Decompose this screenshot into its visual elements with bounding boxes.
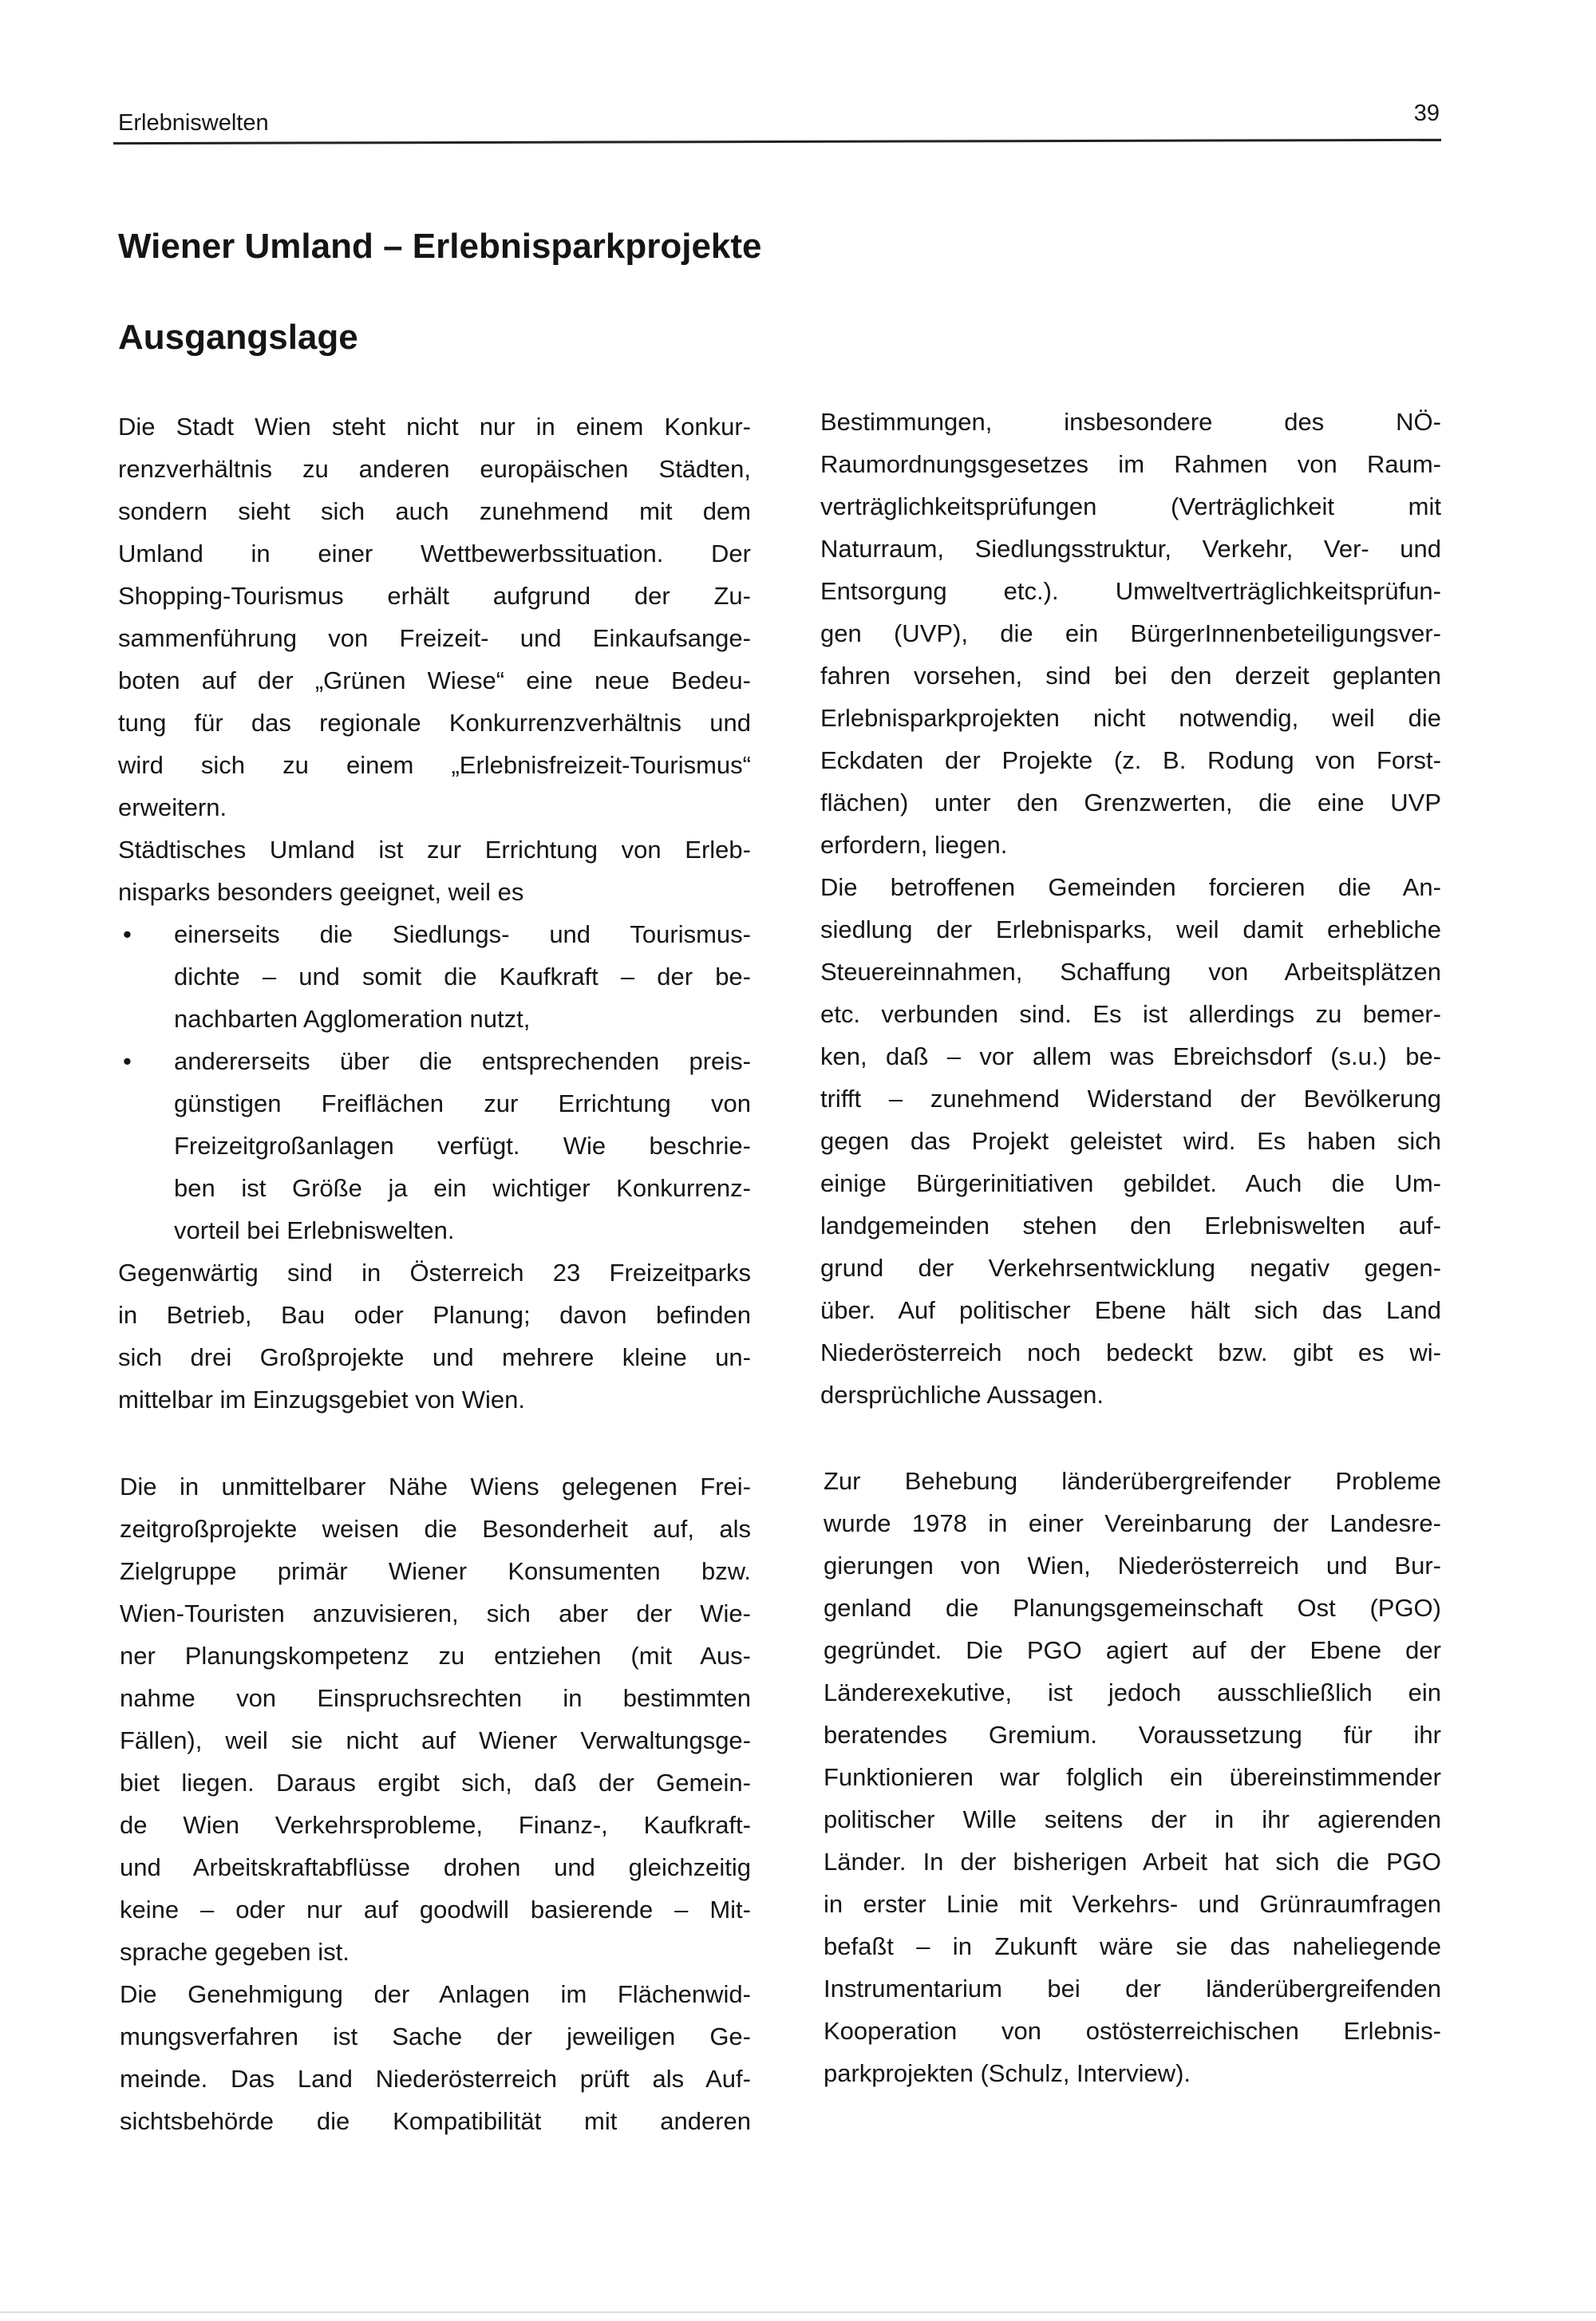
text-line: siedlung der Erlebnisparks, weil damit erhebliche: [820, 915, 1441, 943]
left-column-top: [118, 405, 751, 1421]
right-column-bottom: [824, 1460, 1441, 2094]
text-line: günstigen Freiflächen zur Errichtung von: [174, 1089, 751, 1117]
text-line: zeitgroßprojekte weisen die Besonderheit auf, als: [120, 1515, 751, 1543]
text-line: Fällen), weil sie nicht auf Wiener Verwaltungsge-: [120, 1726, 751, 1754]
text-line: dersprüchliche Aussagen.: [820, 1381, 1104, 1409]
text-line: Die in unmittelbarer Nähe Wiens gelegenen Frei-: [120, 1473, 751, 1501]
text-line: Umland in einer Wettbewerbssituation. Der: [118, 540, 751, 567]
text-line: fahren vorsehen, sind bei den derzeit geplanten: [820, 662, 1441, 690]
text-line: mungsverfahren ist Sache der jeweiligen Ge-: [120, 2022, 751, 2050]
scan-edge: [0, 2311, 1596, 2313]
text-line: sammenführung von Freizeit- und Einkaufsange-: [118, 624, 751, 652]
text-line: einige Bürgerinitiativen gebildet. Auch die Um-: [820, 1169, 1441, 1197]
text-line: Zielgruppe primär Wiener Konsumenten bzw.: [120, 1557, 751, 1585]
text-line: mittelbar im Einzugsgebiet von Wien.: [118, 1386, 526, 1414]
text-line: boten auf der „Grünen Wiese“ eine neue Bedeu-: [118, 666, 751, 694]
text-line: Städtisches Umland ist zur Errichtung von Erleb-: [118, 836, 751, 864]
text-line: Wien-Touristen anzuvisieren, sich aber der Wie-: [120, 1599, 751, 1627]
text-line: Funktionieren war folglich ein übereinstimmender: [824, 1763, 1441, 1791]
text-line: meinde. Das Land Niederösterreich prüft als Auf-: [120, 2065, 751, 2093]
chapter-title: Wiener Umland – Erlebnisparkprojekte: [118, 227, 762, 266]
text-line: gegen das Projekt geleistet wird. Es haben sich: [820, 1127, 1441, 1155]
text-line: ner Planungskompetenz zu entziehen (mit Aus-: [120, 1642, 751, 1670]
bullet-icon: •: [123, 1047, 132, 1075]
text-line: sondern sieht sich auch zunehmend mit dem: [118, 497, 751, 525]
text-line: verträglichkeitsprüfungen (Verträglichkeit mit: [820, 492, 1441, 520]
text-line: erfordern, liegen.: [820, 831, 1008, 859]
text-line: in Betrieb, Bau oder Planung; davon befinden: [118, 1301, 751, 1329]
text-line: etc. verbunden sind. Es ist allerdings zu bemer-: [820, 1000, 1441, 1028]
text-line: renzverhältnis zu anderen europäischen Städten,: [118, 455, 751, 483]
left-column-bottom: [120, 1465, 751, 2142]
text-line: parkprojekten (Schulz, Interview).: [824, 2059, 1191, 2087]
text-line: Freizeitgroßanlagen verfügt. Wie beschrie-: [174, 1132, 751, 1160]
text-line: andererseits über die entsprechenden preis-: [174, 1047, 751, 1075]
text-line: Erlebnisparkprojekten nicht notwendig, weil die: [820, 704, 1441, 732]
text-line: Raumordnungsgesetzes im Rahmen von Raum-: [820, 450, 1441, 478]
text-line: und Arbeitskraftabflüsse drohen und gleichzeitig: [120, 1853, 751, 1881]
text-line: befaßt – in Zukunft wäre sie das naheliegende: [824, 1932, 1441, 1960]
text-line: einerseits die Siedlungs- und Tourismus-: [174, 920, 751, 948]
text-line: in erster Linie mit Verkehrs- und Grünraumfragen: [824, 1890, 1441, 1918]
text-line: ben ist Größe ja ein wichtiger Konkurrenz-: [174, 1174, 751, 1202]
text-line: nachbarten Agglomeration nutzt,: [174, 1005, 531, 1033]
text-line: gegründet. Die PGO agiert auf der Ebene der: [824, 1636, 1441, 1664]
text-line: biet liegen. Daraus ergibt sich, daß der Gemein-: [120, 1769, 751, 1797]
bullet-item: [118, 913, 751, 1040]
text-line: erweitern.: [118, 793, 227, 821]
text-line: grund der Verkehrsentwicklung negativ gegen-: [820, 1254, 1441, 1282]
text-line: Länder. In der bisherigen Arbeit hat sich die PGO: [824, 1848, 1441, 1876]
header-rule: [113, 139, 1441, 144]
paragraph: [120, 1465, 751, 1973]
text-line: Bestimmungen, insbesondere des NÖ-: [820, 408, 1441, 436]
text-line: Die Genehmigung der Anlagen im Flächenwid-: [120, 1980, 751, 2008]
text-line: Gegenwärtig sind in Österreich 23 Freizeitparks: [118, 1259, 751, 1287]
right-column-top: [820, 401, 1441, 1416]
text-line: nisparks besonders geeignet, weil es: [118, 878, 524, 906]
text-line: sichtsbehörde die Kompatibilität mit anderen: [120, 2107, 751, 2135]
text-line: Die betroffenen Gemeinden forcieren die An-: [820, 873, 1441, 901]
text-line: tung für das regionale Konkurrenzverhältnis und: [118, 709, 751, 737]
text-line: gierungen von Wien, Niederösterreich und Bur-: [824, 1552, 1441, 1580]
running-header-title: Erlebniswelten: [118, 110, 269, 136]
text-line: Naturraum, Siedlungsstruktur, Verkehr, Ver- und: [820, 535, 1441, 563]
paragraph: [118, 1251, 751, 1421]
paragraph: [118, 405, 751, 828]
text-line: Steuereinnahmen, Schaffung von Arbeitsplätzen: [820, 958, 1441, 986]
text-line: de Wien Verkehrsprobleme, Finanz-, Kaufkraft-: [120, 1811, 751, 1839]
paragraph: [120, 1973, 751, 2142]
text-line: sich drei Großprojekte und mehrere kleine un-: [118, 1343, 751, 1371]
text-line: Die Stadt Wien steht nicht nur in einem Konkur-: [118, 413, 751, 441]
text-line: politischer Wille seitens der in ihr agierenden: [824, 1805, 1441, 1833]
text-line: sprache gegeben ist.: [120, 1938, 350, 1966]
paragraph: [820, 866, 1441, 1416]
section-heading: Ausgangslage: [118, 318, 358, 357]
text-line: Eckdaten der Projekte (z. B. Rodung von Forst-: [820, 746, 1441, 774]
paragraph: [118, 828, 751, 913]
text-line: vorteil bei Erlebniswelten.: [174, 1216, 455, 1244]
text-line: wurde 1978 in einer Vereinbarung der Landesre-: [824, 1509, 1441, 1537]
text-line: Kooperation von ostösterreichischen Erlebnis-: [824, 2017, 1441, 2045]
text-line: nahme von Einspruchsrechten in bestimmten: [120, 1684, 751, 1712]
page-number: 39: [1413, 101, 1440, 126]
text-line: keine – oder nur auf goodwill basierende – Mit-: [120, 1896, 751, 1924]
text-line: über. Auf politischer Ebene hält sich das Land: [820, 1296, 1441, 1324]
paragraph: [824, 1460, 1441, 2094]
text-line: trifft – zunehmend Widerstand der Bevölkerung: [820, 1085, 1441, 1113]
text-line: Shopping-Tourismus erhält aufgrund der Zu-: [118, 582, 751, 610]
bullet-item: [118, 1040, 751, 1251]
text-line: beratendes Gremium. Voraussetzung für ihr: [824, 1721, 1441, 1749]
text-line: wird sich zu einem „Erlebnisfreizeit-Tourismus“: [118, 751, 751, 779]
text-line: gen (UVP), die ein BürgerInnenbeteiligungsver-: [820, 619, 1441, 647]
text-line: Länderexekutive, ist jedoch ausschließlich ein: [824, 1678, 1441, 1706]
text-line: genland die Planungsgemeinschaft Ost (PGO): [824, 1594, 1441, 1622]
text-line: ken, daß – vor allem was Ebreichsdorf (s.u.) be-: [820, 1042, 1441, 1070]
text-line: landgemeinden stehen den Erlebniswelten auf-: [820, 1212, 1441, 1240]
text-line: Niederösterreich noch bedeckt bzw. gibt es wi-: [820, 1338, 1441, 1366]
paragraph: [820, 401, 1441, 866]
text-line: Entsorgung etc.). Umweltverträglichkeitsprüfun-: [820, 577, 1441, 605]
text-line: Instrumentarium bei der länderübergreifenden: [824, 1975, 1441, 2003]
text-line: dichte – und somit die Kaufkraft – der be-: [174, 963, 751, 990]
text-line: Zur Behebung länderübergreifender Probleme: [824, 1467, 1441, 1495]
bullet-icon: •: [123, 920, 132, 948]
text-line: flächen) unter den Grenzwerten, die eine UVP: [820, 789, 1441, 817]
